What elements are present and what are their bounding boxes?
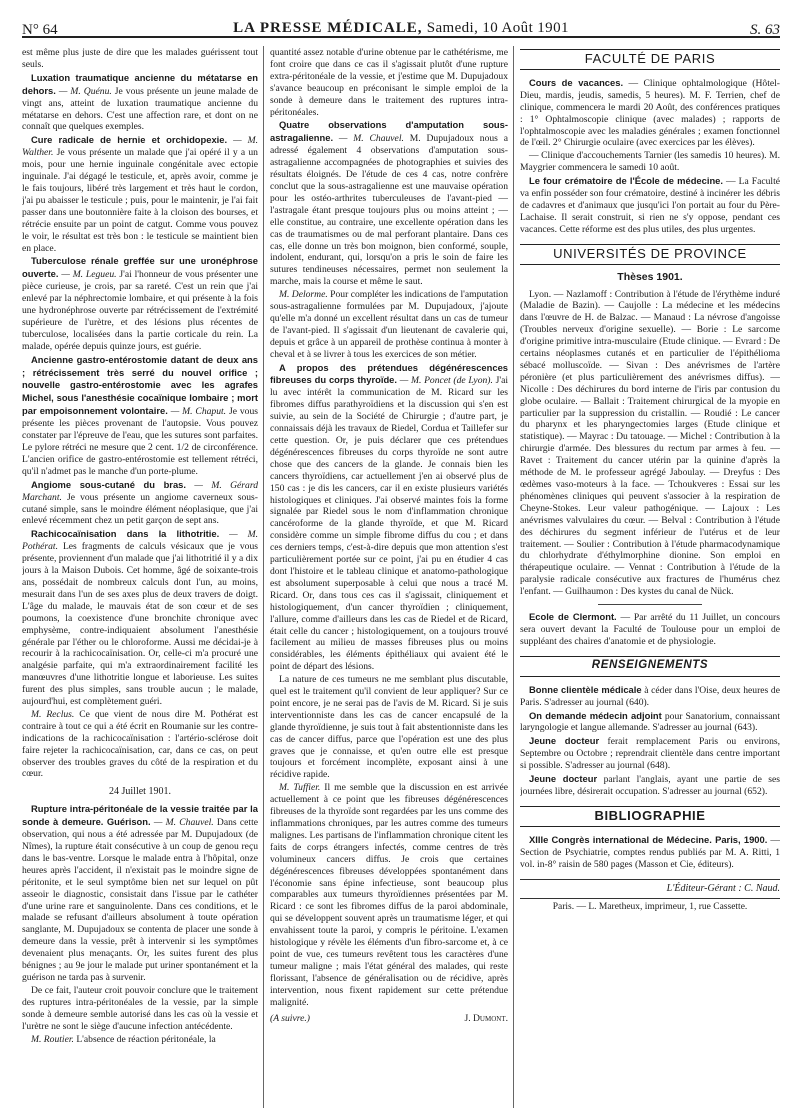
article-paragraph — [520, 684, 780, 709]
journal-title — [22, 20, 780, 37]
article-paragraph — [270, 674, 508, 781]
article-title: Luxation traumatique ancienne du métatarse en dehors. — [22, 71, 258, 96]
bibliography-entry-title: XIIIe Congrès international de Médecine. Paris, 1900. — [529, 833, 768, 845]
classified-ads — [520, 684, 780, 798]
article-paragraph — [520, 773, 780, 798]
article-footer — [270, 1013, 508, 1025]
article-author: — M. Walther. — [22, 135, 258, 159]
article-title: Rupture intra-péritonéale de la vessie traitée par la sonde à demeure. Guérison. — [22, 803, 258, 828]
article-author: — M. Pothérat. — [22, 529, 258, 553]
bibliography-entry-text: — Section de Psychiatrie, comptes rendus publiés par M. A. Ritti, 1 vol. in-8° raisin de 580 pages (Masson et Cie, éditeurs). — [520, 834, 780, 870]
article-text: Je vous présente un angiome caverneux sous-cutané simple, sans le moindre élément néoplasique, que j'ai enlevé récemment chez un petit garçon de sept ans. — [22, 491, 258, 527]
article-title: Quatre observations d'amputation sous-astragalienne. — [270, 119, 508, 144]
article-author: — M. Chaput. — [170, 406, 227, 418]
page-header — [22, 8, 780, 38]
article-title: Ancienne gastro-entérostomie datant de deux ans ; rétrécissement très serré du nouvel orifice ; nouvelle gastro-entérostomie avec les agrafes Michel, sous l'anesthésie cocaïnique lombaire ; mort par empoisonnement volontaire. — [22, 353, 258, 417]
article-author: — M. Quénu. — [58, 85, 112, 97]
article-title: Tuberculose rénale greffée sur une uronéphrose ouverte. — [22, 255, 258, 280]
column-1-articles — [22, 72, 258, 781]
article-author: — M. Poncet (de Lyon). — [399, 375, 493, 387]
column-3 — [520, 47, 780, 1111]
column-2-articles — [270, 119, 508, 1008]
article-text: M. Dupujadoux nous a adressé également 4 observations d'amputation sous-astragalienne accompagnées de photographies et suivies des résultats éloignés. De l'étude de ces 4 cas, notre confrère conclut que la sous-astragalienne est une mauvaise opération pour les ostéo-arthrites tuberculeuses de l'avant-pied — l'astragale étant presque toujours plus ou moins atteint ; — elle constitue, au contraire, une excellente opération dans les cas de traumatismes ou de mal perforant plantaire. Dans ces cas, elle donne un très bon moignon, bien conformé, souple, indolent, endurant, qui, lorsqu'on a pris le soin de faire les sutures tendineuses nécessaires, permet non seulement la marche, mais la course et même le saut. — [270, 133, 508, 288]
column-1-articles-2 — [22, 803, 258, 1045]
article-text: J'ai l'honneur de vous présenter une pièce curieuse, je crois, par sa rareté. C'est un rein que j'ai enlevé par la néphrectomie lombaire, et qui présente à la fois une hydronéphrose ouverte par rétrécissement de l'extrémité supérieure de l'urètre, et des lésions plus récentes de tuberculose, localisées dans la partie corticale du rein. La malade, opérée depuis quinze jours, est guérie. — [22, 269, 258, 352]
article-text: — Clinique d'accouchements Tarnier (les samedis 10 heures). M. Maygrier commencera le samedi 10 août. — [520, 150, 780, 174]
article-text: De ce fait, l'auteur croit pouvoir conclure que le traitement des ruptures intra-péritonéales de la vessie, par la simple sonde à demeure semble autorisé dans les cas où la vessie et l'urètre ne sont le siège d'aucune infection antécédente. — [22, 984, 258, 1032]
article-text: Pour compléter les indications de l'amputation sous-astragalienne formulées par M. Dupujadoux, j'ajoute qu'elle m'a donné un excellent résultat dans un cas de tumeur de l'avant-pied. Il s'agissait d'un lieutenant de cavalerie qui, depuis et grâce à un appareil de prothèse continua à monter à cheval et à se livrer à tous les exercices de son métier. — [270, 289, 508, 360]
article-paragraph — [22, 1034, 258, 1046]
article-paragraph — [270, 362, 508, 674]
article-paragraph — [22, 528, 258, 708]
bibliography-entry — [520, 834, 780, 871]
opening-paragraph: quantité assez notable d'urine obtenue par le cathétérisme, me font croire que dans ce cas il s'agissait plutôt d'une rupture extra-péritonéale de la vessie, et j'estime que M. Dupujadoux s'avance beaucoup en préconisant le simple emploi de la sonde à demeure dans le traitement des ruptures intra-péritonéales. — [270, 47, 508, 118]
article-author: M. Routier. — [31, 1033, 74, 1045]
article-author: M. Tuffier. — [279, 782, 321, 794]
article-author: — M. Gérard Marchant. — [22, 479, 258, 503]
separator — [598, 604, 702, 605]
article-signature: J. Dumont. — [464, 1012, 508, 1024]
editor-signature: L'Éditeur-Gérant : C. Naud. — [520, 879, 780, 895]
article-author: M. Reclus. — [31, 708, 75, 720]
renseignements-title: RENSEIGNEMENTS — [520, 656, 780, 677]
article-paragraph — [22, 354, 258, 478]
article-title: Cours de vacances. — [529, 76, 624, 88]
article-title: A propos des prétendues dégénérescences fibreuses du corps thyroïde. — [270, 361, 508, 386]
faculty-news — [520, 77, 780, 236]
dateline: 24 Juillet 1901. — [109, 786, 171, 798]
article-title: Cure radicale de hernie et orchidopexie. — [31, 134, 228, 146]
article-text: Les fragments de calculs vésicaux que je vous présente, proviennent d'un malade que j'ai lithotritié il y a dix jours à la Maison Dubois. Cet homme, âgé de soixante-trois ans, possédait de nombreux calculs dont l'un, au moins, mesurait dans l'un de ses axes plus de deux travers de doigt. L'âge du malade, le mauvais état de son cœur et de ses poumons, la coexistence d'une bronchite chronique avec emphysème, contre-indiquaient absolument l'anesthésie générale par l'éther ou le chloroforme. Aussi me décidai-je à recourir à la rachicocaïnisation. Or, celle-ci m'a procuré une analgésie parfaite, qui m'a extraordinairement facilité les manœuvres d'une lithotritie longue et laborieuse. Les suites furent des plus simples, sans trouble aucun ; le malade, aujourd'hui, est complètement guéri. — [22, 541, 258, 708]
article-text: Je vous présente un malade que j'ai opéré il y a un mois, pour une hernie inguinale congénitale avec ectopie inguinale. J'ai dégagé le testicule, et, après avoir, comme je le fais toujours, libéré très largement et très haut le cordon, j'ai pu abaisser le testicule ; puis, pour le maintenir, je l'ai fait passer dans une boutonnière faite à la cloison des bourses, et rétrécie ensuite par un point de catgut. Comme vous pouvez le voir, le résultat est très bon : le testicule se maintient bien en place. — [22, 147, 258, 254]
column-divider — [513, 46, 514, 1108]
article-text: — Clinique ophtalmologique (Hôtel-Dieu, mardis, jeudis, samedis, 5 heures). M. F. Terrien, chef de clinique, commencera le mardi 20 Août, des conférences pratiques : 1° Ophtalmoscopie clinique (avec malades) ; rapports de l'ophtalmoscopie avec les maladies générales ; examen fonctionnel de l'œil. 2° Chirurgie oculaire (avec exercices par les élèves). — [520, 77, 780, 149]
bibliography-title: BIBLIOGRAPHIE — [520, 806, 780, 827]
article-paragraph — [22, 255, 258, 352]
article-text: Ce que vient de nous dire M. Pothérat est contraire à tout ce qui a été écrit en Roumanie sur les contre-indications de la rachicocaïnisation : l'artério-sclérose doit faire rejeter la rachicocaïnisation, car, dans ce cas, on peut observer des troubles graves du côté de la respiration et du cœur. — [22, 708, 258, 780]
article-title: Jeune docteur — [529, 773, 598, 785]
clermont-text: — Par arrêté du 11 Juillet, un concours sera ouvert devant la Faculté de Toulouse pour un emploi de suppléant des chaires d'anatomie et de physiologie. — [520, 612, 780, 647]
column-1 — [22, 47, 258, 1111]
faculty-section-title: FACULTÉ DE PARIS — [520, 49, 780, 70]
article-text: à céder dans l'Oise, deux heures de Paris. S'adresser au journal (640). — [520, 684, 780, 708]
theses-list: Lyon. — Nazlamoff : Contribution à l'étude de l'érythème induré (Maladie de Bazin). — Caujolle : La médecine et les médecins dans l'œuvre de H. de Balzac. — Manaud : La névrose d'angoisse (Troubles nerveux d'origine sexuelle). — Borie : Le sarcome d'origine primitive intra-musculaire (Etude clinique. — Evrard : De certains néoplasmes cutanés et en particulier de l'épithélioma sébacé molluscoïde. — Sivan : Des anévrismes de l'artère péronière (et plus particulièrement des anévrismes diffus). — Nicolle : Des déchirures du bord interne de l'iris par contusion du globe oculaire. — Ballait : Traitement chirurgical de la myopie en particulier par la suppression du cristallin. — Roudié : Le cancer du pharynx et les pharyngectomies larges (Etude clinique et statistique). — Mayrac : Du tatouage. — Michel : Contribution à la chirurgie d'armée. Des blessures du rectum par armes à feu. — Ravet : Traitement du cancer utérin par la quinine d'après la méthode de M. le professeur agrégé Jaboulay. — Dreyfus : Des œdèmes vaso-moteurs à la face. — Tchoukveres : Essai sur les phénomènes cliniques qui peuvent s'associer à la respiration de Cheyne-Stokes. Leur valeur pathogénique. — Lajoux : Les anévrismes valvulaires du cœur. — Belval : Contribution à l'étude des déchirures du segment inférieur de l'utérus et de leur traitement. — Soulier : Contribution à l'étude pharmacodynamique du chlorhydrate d'éthylmorphine dionine. Son emploi en thérapeutique oculaire. — Vennat : Contribution à l'étude de la paralysie radicale consécutive aux fractures de l'humérus chez l'enfant. — Guilhaumon : Des kystes du canal de Nück. — [520, 288, 780, 598]
article-title: Jeune docteur — [529, 735, 600, 747]
article-text: ferait remplacement Paris ou environs, Septembre ou Octobre ; reprendrait clientèle dans centre important si possible. S'adresser au journal (648). — [520, 736, 780, 772]
article-text: pour Sanatorium, connaissant laryngologie et langue allemande. S'adresser au journal (643). — [520, 710, 780, 734]
article-text: La nature de ces tumeurs ne me semblant plus discutable, quel est le traitement qu'il convient de leur appliquer? Sur ce point encore, je ne serai pas de l'avis de M. Ricard. Si je suis interventionniste dans les cas de cancer encapsulé de la glande thyroïdienne, je suis tout à fait abstentionniste dans les cas de cancer diffus, parce que l'opération est une des plus graves que je connaisse, et qu'en outre elle est presque toujours et forcément incomplète, exposant ainsi à une récidive rapide. — [270, 674, 508, 781]
article-author: M. Delorme. — [279, 289, 328, 301]
article-paragraph — [22, 134, 258, 254]
article-author: — M. Chauvel. — [153, 817, 214, 829]
article-title: Rachicocaïnisation dans la lithotritie. — [31, 528, 220, 540]
journal-name: LA PRESSE MÉDICALE, — [233, 20, 423, 36]
column-2 — [270, 47, 508, 1111]
article-paragraph — [22, 709, 258, 780]
article-title: Angiome sous-cutané du bras. — [31, 478, 186, 490]
column-divider — [263, 46, 264, 1108]
article-text: — La Faculté va enfin posséder son four crématoire, destiné à incinérer les débris de cadavres et d'animaux que jusqu'ici l'on portait au four du Père-Lachaise. Il serait construit, si rien ne s'y oppose, pendant ces vacances. Cette réforme est des plus utiles, des plus urgentes. — [520, 176, 780, 235]
article-author: — M. Legueu. — [61, 269, 117, 281]
article-text: Je vous présente les pièces provenant de l'autopsie. Vous pouvez constater par l'épreuve de l'eau, que les sutures sont parfaites. Le pylore rétréci ne mesure que 2 cent. 1/2 de circonférence. L'ancien orifice de gastro-entérostomie est tellement rétréci, qu'il n'admet pas le manche d'un porte-plume. — [22, 406, 258, 477]
article-title: Le four crématoire de l'École de médecine. — [529, 175, 723, 187]
article-paragraph — [22, 803, 258, 984]
article-paragraph — [22, 479, 258, 528]
clermont-title: Ecole de Clermont. — [529, 611, 617, 623]
article-text: parlant l'anglais, ayant une partie de ses journées libre, désirerait occupation. S'adresser au journal (652). — [520, 774, 780, 797]
article-text: Je vous présente un jeune malade de vingt ans, atteint de luxation traumatique ancienne du métatarse en dehors. C'est une affection rare, et dont on ne connaît que quelques exemples. — [22, 85, 258, 133]
article-text: Il me semble que la discussion en est arrivée actuellement à ce point que les fibreuses dégénérescences fibreuses de la thyroïde sont regardées par les uns comme des inflammations chroniques, par les autres comme des tumeurs malignes. Les partisans de l'inflammation chronique citent les faits de corps étrangers infectés, comme centres de très volumineux cancers diffus. Je crois que certaines dégénérescences fibreuses développées spontanément dans l'économie sans épine infectieuse, sont beaucoup plus comparables aux tumeurs thyroïdiennes présentées par M. Ricard : ce sont les fibromes diffus de la paroi abdominale, qui se développent souvent après un traumatisme léger, et qui envahissent toute la paroi, y compris le péritoine. L'examen histologique y révèle les éléments d'un fibro-sarcome et, à ce point de vue, ces tumeurs revêtent tous les caractères d'une tumeur maligne ; mais l'état général des malades, qui reste florissant, l'absence de généralisation ou de récidive, après intervention, nous fixent rapidement sur cette prétendue malignité. — [270, 782, 508, 1008]
printer-line: Paris. — L. Maretheux, imprimeur, 1, rue Cassette. — [520, 898, 780, 914]
issue-date: Samedi, 10 Août 1901 — [426, 20, 569, 36]
clermont-notice — [520, 611, 780, 648]
article-author: — M. Chauvel. — [338, 133, 404, 145]
article-title: On demande médecin adjoint — [529, 709, 662, 721]
article-text: Dans cette observation, qui nous a été adressée par M. Dupujadoux (de Nîmes), la rupture était consécutive à un coup de genou reçu dans le bas-ventre. Lorsque le malade entra à l'hôpital, onze heures après l'accident, il n'existait pas le moindre signe de péritonite, et le seul symptôme bien net sur lequel on pût asseoir le diagnostic, consistait dans l'issue par le cathéter d'une urine rare et sanguinolente. Dans ces conditions, et le malade se refusant d'ailleurs absolument à toute opération sanglante, M. Dupujadoux se contenta de placer une sonde à demeure dans la vessie, prêt à intervenir si les symptômes devenaient plus menaçants. Or, les suites furent des plus bénignes ; au 9e jour le malade put uriner spontanément et la guérison ne tarda pas à survenir. — [22, 817, 258, 983]
article-text: L'absence de réaction péritonéale, la — [76, 1033, 216, 1045]
article-paragraph — [270, 782, 508, 1008]
article-paragraph — [22, 72, 258, 134]
universities-section-title: UNIVERSITÉS DE PROVINCE — [520, 244, 780, 265]
article-paragraph — [520, 175, 780, 236]
article-paragraph — [520, 735, 780, 772]
issue-number: N° 64 — [22, 22, 58, 38]
article-title: Bonne clientèle médicale — [529, 683, 642, 695]
article-paragraph — [270, 289, 508, 360]
page-number: S. 63 — [750, 22, 780, 38]
theses-title: Thèses 1901. — [617, 270, 683, 283]
to-be-continued: (A suivre.) — [270, 1012, 310, 1024]
article-paragraph — [520, 150, 780, 174]
article-paragraph — [520, 77, 780, 149]
article-text: J'ai lu avec intérêt la communication de M. Ricard sur les fibromes diffus parathyroïdiens et la discussion qui s'en est suivie, au sein de la Société de Chirurgie ; d'autre part, je connaissais déjà les travaux de Riedel, Cordua et Taillefer sur cette question. Or, je puis déclarer que ces prétendues dégénérescences fibreuses du corps thyroïde ne sont autre chose que des cancers de la glande. Je connais bien les cancers thyroïdiens, car actuellement j'en ai observé plus de 150 cas : je dis les cancers, car il en existe plusieurs variétés histologiques et cliniques. J'ai observé maintes fois la forme signalée par Riedel sous le nom d'inflammation chronique cancéroforme de la glande thyroïde, et que M. Ricard considère comme un simple fibrome diffus du cou ; et dans ces derniers temps, c'est-à-dire depuis que mon attention s'est particulièrement portée sur ce point, j'ai pu en étudier 4 cas dont l'histoire et le tableau clinique et anatomo-pathologique est absolument superposable à celui que nous a tracé M. Ricard. Or, dans tous ces cas il s'agissait, cliniquement et histologiquement, d'un cancer thyroïdien ; cliniquement, l'allure, comme d'ailleurs dans les cas de Riedel et de Ricard, était celle du cancer ; histologiquement, on a toujours trouvé facilement au milieu de masses fibreuses plus ou moins considérables, les éléments épithéliaux qui avaient été le point de départ des lésions. — [270, 375, 508, 673]
article-paragraph — [22, 985, 258, 1033]
article-paragraph — [270, 119, 508, 288]
opening-paragraph: est même plus juste de dire que les malades guérissent tout seuls. — [22, 47, 258, 70]
article-paragraph — [520, 710, 780, 735]
